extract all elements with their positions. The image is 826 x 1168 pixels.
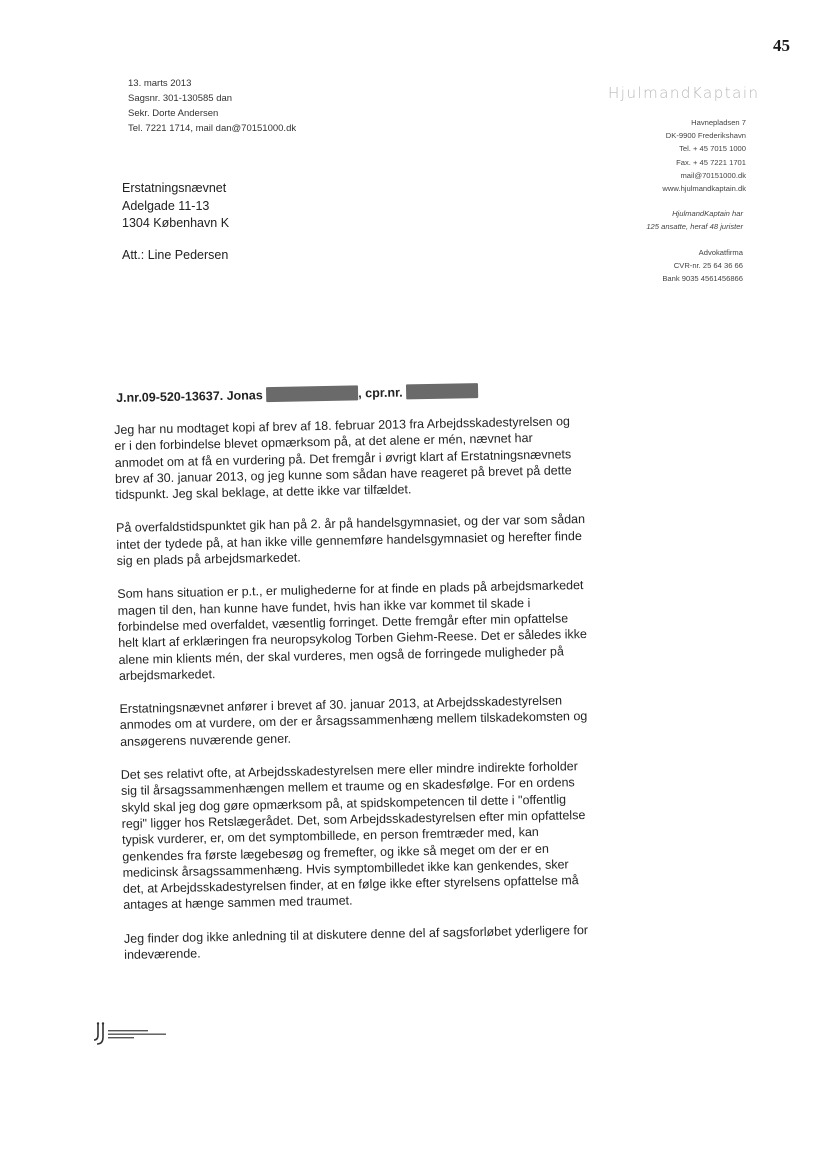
recipient-line: Adelgade 11-13: [122, 198, 210, 213]
firm-address-line: mail@70151000.dk: [680, 170, 746, 180]
firm-info-line: HjulmandKaptain har: [672, 209, 743, 218]
letter-date: 13. marts 2013: [128, 78, 192, 89]
case-number: Sagsnr. 301-130585 dan: [128, 93, 233, 104]
secretary-name: Sekr. Dorte Andersen: [128, 108, 219, 119]
body-paragraph: Jeg finder dog ikke anledning til at diskutere denne del af sagsforløbet yderligere for indeværende.: [123, 922, 589, 962]
firm-legal-line: Bank 9035 4561456866: [662, 274, 743, 284]
body-paragraph: På overfaldstidspunktet gik han på 2. år på handelsgymnasiet, og der var som sådan intet der tydede på, at han ikke ville gennemføre handelsgymnasiet og herefter finde sig en plads på arbejdsmarkedet.: [115, 512, 586, 569]
firm-info-line: 125 ansatte, heraf 48 jurister: [646, 222, 743, 232]
sender-meta-block: [128, 76, 296, 136]
body-paragraph: Jeg har nu modtaget kopi af brev af 18. februar 2013 fra Arbejdsskadestyrelsen og er i den forbindelse blevet opmærksom på, at det alene er mén, nævnet har anmodet om at få en vurdering på. Det fremgår i øvrigt klart af Erstatningsnævnets brev af 30. januar 2013, og jeg kunne som sådan have reageret på brevet på dette tidspunkt. Jeg skal beklage, at dette ikke var tilfældet.: [114, 414, 572, 503]
body-paragraph: Som hans situation er p.t., er mulighederne for at finde en plads på arbejdsmarkedet magen til den, han kunne have fundet, hvis han ikke var kommet til skade i forbindelse med overfaldet, væsentlig forringet. Dette fremgår efter min opfattelse helt klart af erklæringen fra neuropsykolog Torben Giehm-Reese. Det er således ikke alene min klients mén, der skal vurderes, men også de forringede muligheder på arbejdsmarkedet.: [117, 578, 588, 683]
cpr-label: , cpr.nr.: [358, 385, 403, 401]
recipient-line: Erstatningsnævnet: [122, 181, 227, 195]
page-number: 45: [773, 36, 790, 55]
firm-address-line: Tel. + 45 7015 1000: [679, 144, 746, 154]
reference-line: [116, 383, 478, 405]
firm-address-line: www.hjulmandkaptain.dk: [662, 184, 746, 194]
footer-emblem-logo: [92, 1022, 182, 1046]
firm-address-line: DK-9900 Frederikshavn: [665, 131, 746, 141]
firm-address-line: Havnepladsen 7: [691, 118, 746, 127]
redacted-cpr-number: [406, 383, 478, 399]
redacted-surname: [266, 385, 358, 402]
reference-prefix: J.nr.09-520-13637. Jonas: [116, 388, 263, 405]
body-paragraph: Det ses relativt ofte, at Arbejdsskadestyrelsen mere eller mindre indirekte forholder sig til årsagssammenhængen mellem et traume og en skadesfølge. For en ordens skyld skal jeg dog gøre opmærksom på, at spidskompetencen til dette i "offentlig regi" ligger hos Retslægerådet. Det, som Arbejdsskadestyrelsen efter min opfattelse typisk vurderer, er, om det symptombillede, en person fremtræder med, kan genkendes fra første lægebesøg og fremefter, og ikke så meget om der er en medicinsk årsagssammenhæng. Hvis symptombilledet ikke kan genkendes, sker det, at Arbejdsskadestyrelsen finder, at en følge ikke efter styrelsens opfattelse må antages at hænge sammen med traumet.: [120, 759, 586, 913]
attention-line: Att.: Line Pedersen: [122, 248, 229, 262]
firm-legal-line: Advokatfirma: [698, 248, 743, 257]
letter-body: [114, 413, 595, 980]
firm-legal-line: CVR-nr. 25 64 36 66: [673, 261, 743, 271]
firm-info-block: [646, 207, 743, 233]
firm-legal-block: [662, 246, 743, 286]
firm-address-line: Fax. + 45 7221 1701: [676, 157, 746, 167]
firm-logo: HjulmandKaptain: [608, 84, 760, 102]
recipient-address: [122, 180, 229, 233]
sender-contact: Tel. 7221 1714, mail dan@70151000.dk: [128, 123, 297, 134]
recipient-line: 1304 København K: [122, 216, 230, 230]
body-paragraph: Erstatningsnævnet anfører i brevet af 30. januar 2013, at Arbejdsskadestyrelsen anmodes om at vurdere, om der er årsagssammenhæng mellem tilskadekomsten og ansøgerens nuværende gener.: [119, 693, 588, 749]
firm-address-block: [662, 116, 746, 195]
